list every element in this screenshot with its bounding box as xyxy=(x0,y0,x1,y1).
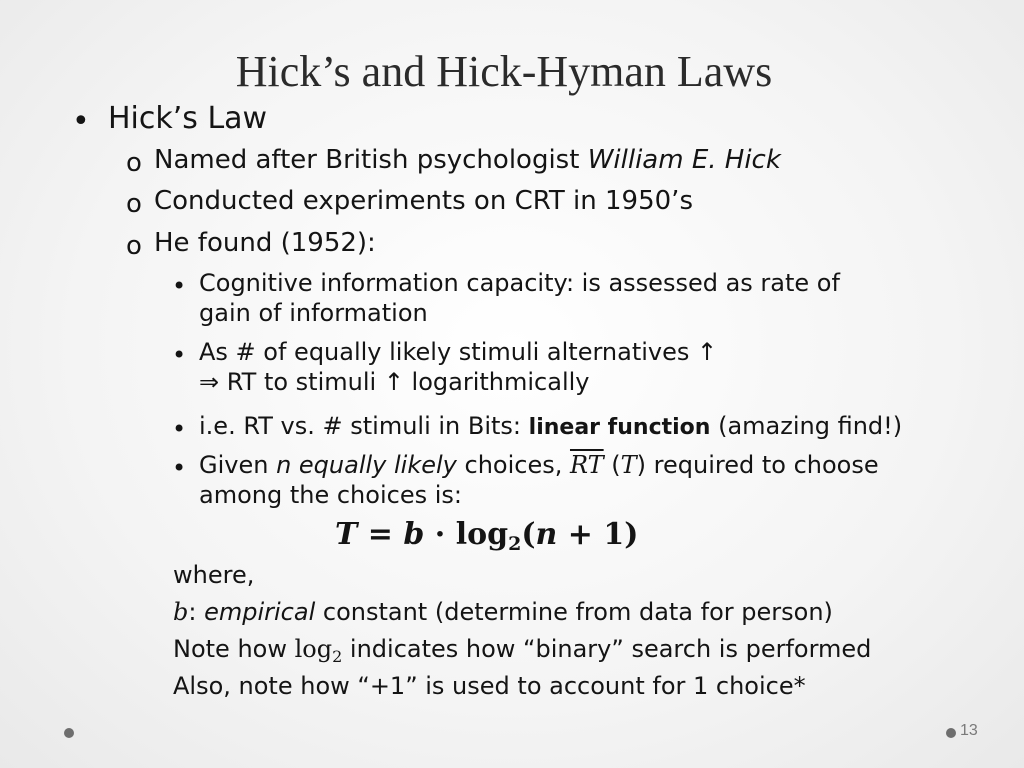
note-log-line xyxy=(173,636,871,666)
conducted-item: Conducted experiments on CRT in 1950’s xyxy=(154,186,693,216)
note-log-base: 2 xyxy=(332,647,343,666)
given-suffix: required to choose xyxy=(646,451,879,479)
formula-log-base: 2 xyxy=(508,533,522,555)
footer-right-dot xyxy=(946,728,956,738)
also-note-line: Also, note how “+1” is used to account for 1 choice* xyxy=(173,672,806,700)
formula-plus: + xyxy=(557,517,604,552)
sub-bullet-marker: o xyxy=(126,231,142,261)
bullet-marker: • xyxy=(72,104,90,139)
cognitive-line-1: Cognitive information capacity: is assessed as rate of xyxy=(199,269,840,297)
ie-suffix: (amazing find!) xyxy=(710,412,903,440)
as-num-line-2: ⇒ RT to stimuli ↑ logarithmically xyxy=(199,368,590,396)
formula-open: ( xyxy=(521,517,536,552)
b-colon: : xyxy=(188,598,205,626)
ie-item xyxy=(199,413,902,441)
formula-t: T xyxy=(335,517,358,552)
as-num-line-1: As # of equally likely stimuli alternatives ↑ xyxy=(199,338,718,366)
given-text: Given xyxy=(199,451,277,479)
sub-sub-bullet-marker: • xyxy=(172,272,187,300)
footer-left-dot xyxy=(64,728,74,738)
slide-title: Hick’s and Hick-Hyman Laws xyxy=(235,47,773,96)
named-after-item xyxy=(154,146,781,176)
sub-bullet-marker: o xyxy=(126,189,142,219)
formula-close: ) xyxy=(624,517,639,552)
note-prefix: Note how xyxy=(173,635,295,663)
note-log: log xyxy=(294,635,333,663)
cognitive-line-2: gain of information xyxy=(199,299,428,327)
found-item: He found (1952): xyxy=(154,228,376,258)
hicks-law-heading: Hick’s Law xyxy=(108,101,268,136)
note-rest: indicates how “binary” search is performed xyxy=(342,635,872,663)
ie-text: i.e. RT vs. # stimuli in Bits: xyxy=(199,412,529,440)
page-number: 13 xyxy=(960,722,978,739)
paren-open: ( xyxy=(603,451,621,479)
named-after-text: Named after British psychologist xyxy=(154,145,588,175)
formula-one: 1 xyxy=(603,517,625,552)
formula-eq: = xyxy=(357,517,404,552)
sub-sub-bullet-marker: • xyxy=(172,415,187,443)
b-rest: constant (determine from data for person) xyxy=(315,598,833,626)
sub-sub-bullet-marker: • xyxy=(172,341,187,369)
formula-b: b xyxy=(403,517,425,552)
formula-dot: · xyxy=(424,517,456,552)
rt-mean-symbol: $\overline{RT}$ xyxy=(569,451,604,479)
sub-sub-bullet-marker: • xyxy=(172,454,187,482)
given-italic: n equally likely xyxy=(276,451,457,479)
b-definition xyxy=(173,599,833,627)
sub-bullet-marker: o xyxy=(126,148,142,178)
paren-close: ) xyxy=(636,451,647,479)
hick-name: William E. Hick xyxy=(587,145,781,175)
given-line-2: among the choices is: xyxy=(199,481,462,509)
linear-function-emphasis: linear function xyxy=(528,415,711,440)
given-line-1 xyxy=(199,452,879,480)
where-text: where, xyxy=(173,561,255,589)
formula-log: log xyxy=(455,517,509,552)
empirical-italic: empirical xyxy=(204,598,316,626)
b-variable: b xyxy=(173,598,189,626)
given-mid: choices, xyxy=(456,451,570,479)
hicks-law-formula xyxy=(335,518,638,556)
t-symbol: T xyxy=(620,451,637,479)
formula-n: n xyxy=(535,517,558,552)
